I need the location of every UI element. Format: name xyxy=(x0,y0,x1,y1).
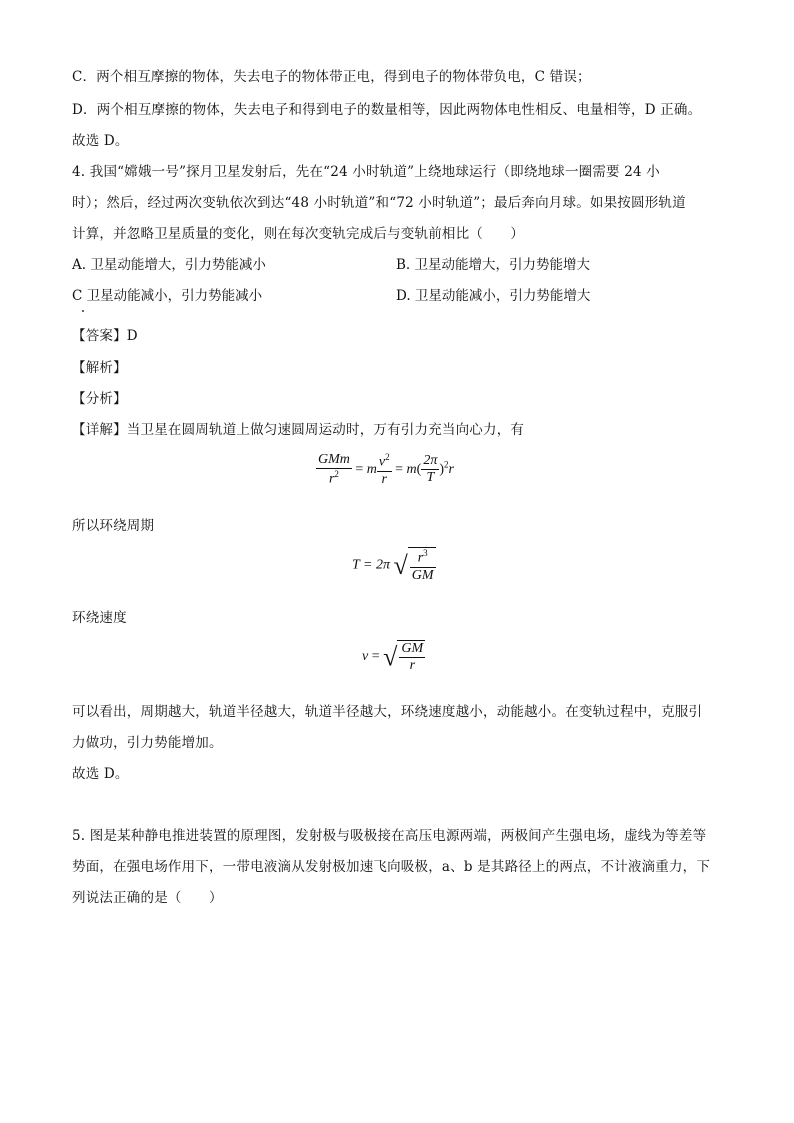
frac-gmm-r2: $\frac{\text{GMm}}{r^2}$ xyxy=(318,452,350,487)
option-b: B. 卫星动能增大，引力势能增大 xyxy=(396,257,591,273)
q4-line-2: 时）；然后，经过两次变轨依次到达“48 小时轨道”和“72 小时轨道”；最后奔向月球。如果按圆形轨道 xyxy=(72,195,686,211)
analysis-label: 【解析】 xyxy=(72,360,127,376)
conclusion-line-1: 可以看出，周期越大，轨道半径越大，轨道半径越大，环绕速度越小，动能越小。在变轨过程中，克服引 xyxy=(72,704,703,720)
q5-line-3: 列说法正确的是（ ） xyxy=(72,890,223,906)
frac-2pi-T: $\frac{2\pi}{T}$ xyxy=(423,453,438,486)
line-d: D．两个相互摩擦的物体，失去电子和得到电子的数量相等，因此两物体电性相反、电量相等，D 正确。 xyxy=(72,102,702,118)
option-a: A. 卫星动能增大，引力势能减小 xyxy=(72,257,266,273)
q5-line-2: 势面，在强电场作用下，一带电液滴从发射极加速飞向吸极，a、b 是其路径上的两点，不计液滴重力，下 xyxy=(72,859,711,875)
breakdown-label: 【分析】 xyxy=(72,391,127,407)
q4-line-1: 4. 我国“嫦娥一号”探月卫星发射后，先在“24 小时轨道”上绕地球运行（即绕地球一圈需要 24 小 xyxy=(72,164,661,180)
formula-speed: v = √ $\frac{GM}{r}$ xyxy=(362,641,424,673)
formula-period: T = 2π √ $\frac{r^3}{GM}$ xyxy=(352,548,434,583)
frac-v2-r: $\frac{v^2}{r}$ xyxy=(378,452,390,487)
stray-dot xyxy=(82,310,84,312)
conclusion-line-2: 力做功，引力势能增加。 xyxy=(72,735,223,751)
answer-label: 【答案】D xyxy=(72,328,138,344)
option-c: C 卫星动能减小，引力势能减小 xyxy=(72,288,263,304)
speed-label: 环绕速度 xyxy=(72,610,127,626)
detail-line: 【详解】当卫星在圆周轨道上做匀速圆周运动时，万有引力充当向心力，有 xyxy=(72,422,525,438)
q5-line-1: 5. 图是某种静电推进装置的原理图，发射极与吸极接在高压电源两端，两极间产生强电场，虚线为等差等 xyxy=(72,828,707,844)
formula-gravity: $\frac{\text{GMm}}{r^2}$ = m $\frac{v^2}{r}$ = m( $\frac{2\pi}{T}$ )$^2$r xyxy=(318,452,454,487)
option-d: D. 卫星动能减小，引力势能增大 xyxy=(396,288,591,304)
choose-d-2: 故选 D。 xyxy=(72,766,129,782)
choose-d-1: 故选 D。 xyxy=(72,133,129,149)
sqrt-gm-r: √ $\frac{GM}{r}$ xyxy=(383,641,424,673)
sqrt-r3-gm: √ $\frac{r^3}{GM}$ xyxy=(393,548,434,583)
q4-line-3: 计算，并忽略卫星质量的变化，则在每次变轨完成后与变轨前相比（ ） xyxy=(72,226,525,242)
line-c: C．两个相互摩擦的物体，失去电子的物体带正电，得到电子的物体带负电，C 错误； xyxy=(72,69,591,85)
period-label: 所以环绕周期 xyxy=(72,518,155,534)
